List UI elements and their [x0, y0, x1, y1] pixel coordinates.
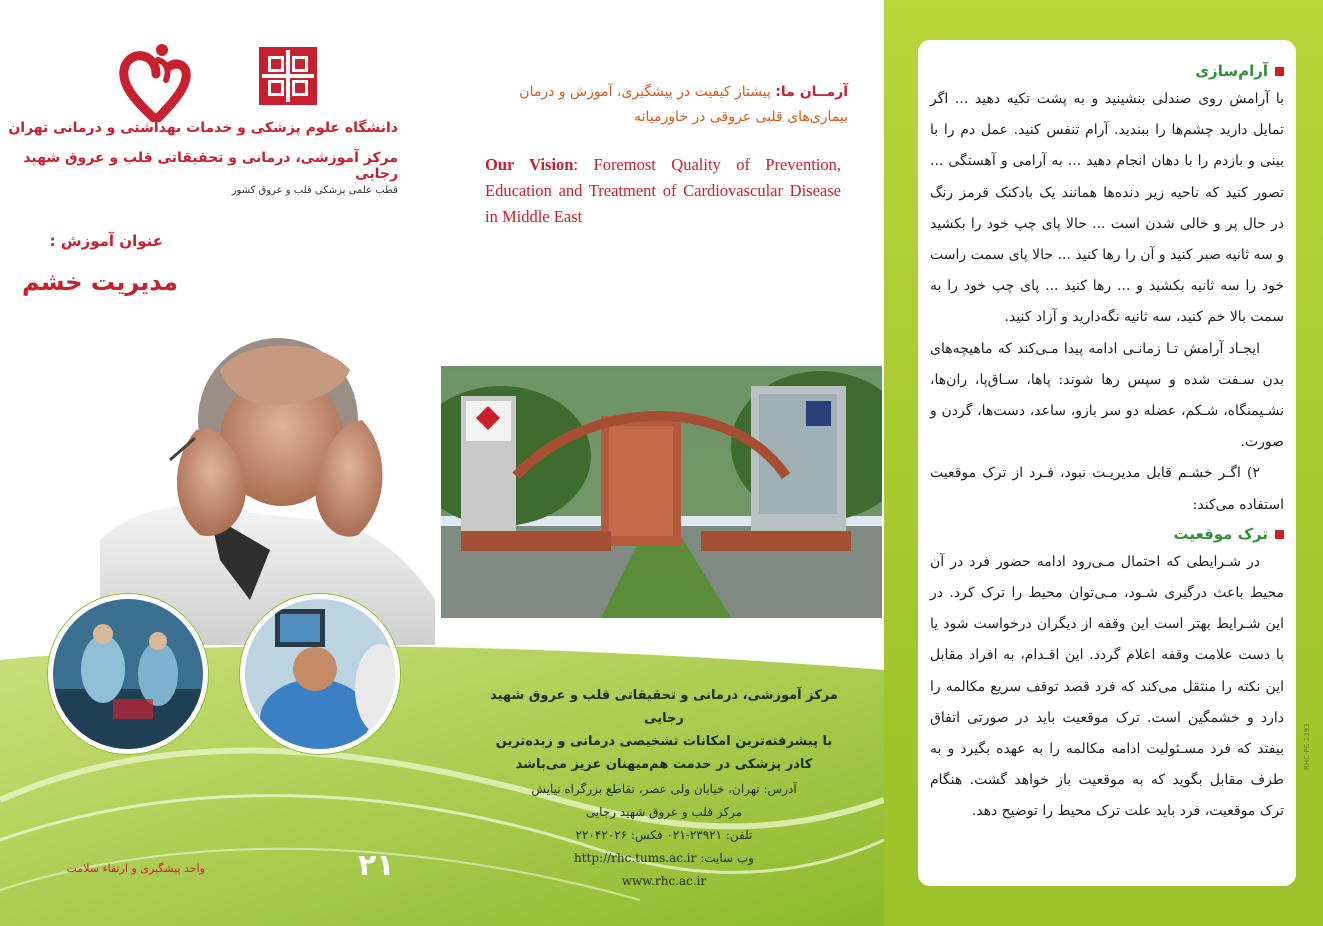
vision-persian: آرمــان ما: پیشتاز کیفیت در پیشگیری، آموزش و درمان بیماری‌های قلبی عروقی در خاورمیانه [519, 84, 848, 125]
website-link-2[interactable]: www.rhc.ac.ir [621, 874, 707, 888]
heart-ribbon-logo-icon [118, 40, 194, 122]
university-name: دانشگاه علوم پزشکی و خدمات بهداشتی و درمانی تهران [8, 120, 398, 136]
leave-situation-paragraph: در شـرایطی که احتمال مـی‌رود ادامه حضور فرد در آن محیط باعث درگیری شـود، مـی‌توان محیط را ترک کرد. در این شـرایط بهتر است این وقفه از دیگران درخواست شود یا با دست علامت وقفه اعلام گردد. این اقـدام، به افراد مقابل این نکته را منتقل می‌کند که فرد قصد توقف سریع مکالمه را دارد و خشمگین است. ترک موقعیت باید در صورتی اتفاق بیفتد که فرد مسـئولیت ادامه مکالمه را به عهده بگیرد و به طرف مقابل بگوید که به موقعیت باز خواهد گشت. هنگام ترک موقعیت، فرد باید علت ترک محیط را توضیح دهد. [930, 553, 1284, 820]
vertical-document-code: RHC-PE-1393 [1303, 723, 1311, 770]
tums-emblem-logo-icon [256, 44, 320, 108]
red-square-bullet-icon [1275, 67, 1284, 76]
website-link[interactable]: http://rhc.tums.ac.ir [574, 851, 697, 865]
contact-address: آدرس: تهران، خیابان ولی عصر، تقاطع بزرگراه نیایش مرکز قلب و عروق شهید رجایی تلفن: ۲۳۹۲۱-۰۲۱ فکس: ۲۲۰۴۲۰۲۶ وب سایت: http://rhc.tums.ac.ir www.rhc.ac.ir [500, 778, 828, 893]
relaxation-paragraph-3: ۲) اگـر خشـم قابل مدیریـت نبود، فـرد از ترک موقعیت استفاده می‌کند: [930, 465, 1284, 513]
red-square-bullet-icon [1275, 530, 1284, 539]
relaxation-paragraph-2: ایجـاد آرامش تـا زمانـی ادامه پیدا مـی‌کند که ماهیچه‌های بدن سـفت شده و سپس رها شوند: پاها، سـاق‌پا، ران‌ها، نشـیمنگاه، شـکم، عضله دو سر بازو، ساعد، دست‌ها، گردن و صورت. [930, 340, 1284, 451]
section-relaxation-heading: آرام‌سازی [930, 58, 1284, 84]
section-leave-situation-heading: ترک موقعیت [930, 521, 1284, 547]
vision-english: Our Vision: Foremost Quality of Prevention, Education and Treatment of Cardiovascular Disease in Middle East [485, 155, 841, 226]
center-slogan: مرکز آموزشی، درمانی و تحقیقاتی قلب و عروق شهید رجایی با پیشرفته‌ترین امکانات تشخیصی درمانی و زبده‌ترین کادر پزشکی در خدمت هم‌میهنان عزیز می‌باشد [490, 688, 838, 772]
patient-care-photo [240, 594, 400, 754]
scientific-hub-name: قطب علمی پزشکی قلب و عروق کشور [231, 185, 398, 196]
operating-room-photo [48, 594, 208, 754]
training-topic-label: عنوان آموزش : [49, 232, 163, 250]
text-card [918, 40, 1296, 886]
relaxation-paragraph-1: با آرامش روی صندلی بنشینید و به پشت تکیه دهید ... اگر تمایل دارید چشم‌ها را ببندید. آرام تنفس کنید. عمل دم را با بینی و بازدم را با دهان انجام دهید ... به آرامی و آهستگی ... تصور کنید که ناحیه زیر دنده‌ها همانند یک بادکنک قرمز رنگ در حال پر و خالی شدن است ... حالا پای چپ خود را بکشید و سه ثانیه صبر کنید و آن را رها کنید ... حالا پای سمت راست خود را سه ثانیه بکشید و ... رها کنید ... پای چپ خود را به سمت بالا خم کنید، سه ثانیه نگه‌دارید و آزاد کنید. [930, 91, 1284, 326]
center-name: مرکز آموزشی، درمانی و تحقیقاتی قلب و عروق شهید رجایی [23, 150, 398, 182]
hospital-gate-photo [441, 366, 882, 618]
page-number: ۲۱ [358, 848, 395, 883]
training-topic-title: مدیریت خشم [22, 268, 178, 296]
footer-unit-name: واحد پیشگیری و ارتقاء سلامت [66, 862, 205, 875]
stressed-man-photo [100, 310, 435, 645]
